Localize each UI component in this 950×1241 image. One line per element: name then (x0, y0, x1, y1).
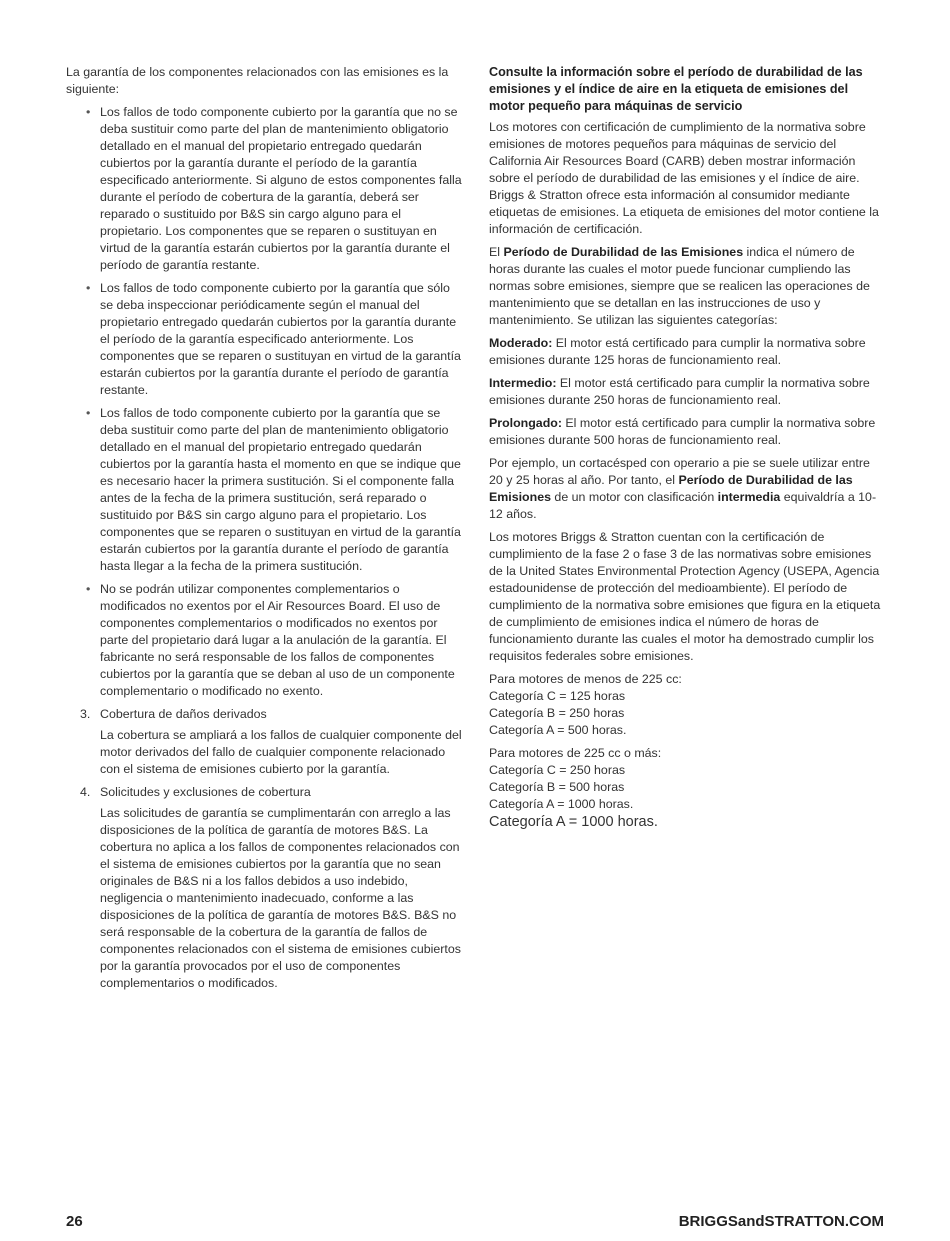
prolongado-label: Prolongado: (489, 416, 562, 430)
durability-term: Período de Durabilidad de las Emisiones (489, 473, 853, 504)
durability-term: Período de Durabilidad de las Emisiones (503, 245, 744, 259)
section-3-number: 3. (80, 707, 91, 721)
under-225cc-list (489, 671, 886, 739)
warranty-bullet-list (66, 104, 462, 700)
right-column (489, 64, 886, 831)
intermedio-label: Intermedio: (489, 376, 557, 390)
section-3-title-text: Cobertura de daños derivados (100, 707, 267, 721)
category-line: Categoría A = 1000 horas. (489, 797, 634, 811)
over-225cc-heading: Para motores de 225 cc o más: (489, 746, 662, 760)
usepa-paragraph: Los motores Briggs & Stratton cuentan con la certificación de cumplimiento de la fase 2 o fase 3 de las normativas sobre emisiones de la United States Environmental Protection Agency (USEPA, Agencia estadounidense de protección del medioambiente). El período de cumplimiento de la normativa sobre emisiones que figura en la etiqueta de cumplimiento de emisiones indica el número de horas de funcionamiento durante las cuales el motor ha demostrado cumplir los requisitos federales sobre emisiones. (489, 530, 881, 663)
intro-paragraph: La garantía de los componentes relacionados con las emisiones es la siguiente: (66, 65, 449, 96)
section-4-number: 4. (80, 785, 91, 799)
category-intermedio: Intermedio: El motor está certificado para cumplir la normativa sobre emisiones durante 250 horas de funcionamiento real. (489, 376, 870, 407)
category-line: Categoría C = 250 horas (489, 763, 626, 777)
category-line: Categoría C = 125 horas (489, 689, 626, 703)
under-225cc-heading: Para motores de menos de 225 cc: (489, 672, 682, 686)
section-3-title (66, 706, 462, 723)
section-4-title-text: Solicitudes y exclusiones de cobertura (100, 785, 311, 799)
category-line: Categoría B = 250 horas (489, 706, 625, 720)
bullet-item: • No se podrán utilizar componentes complementarios o modificados no exentos por el Air Resources Board. El uso de componentes complementarios o modificados no exentos por parte del propietario dará lugar a la anulación de la garantía. El fabricante no será responsable de los fallos de componentes cubiertos por la garantía que se deban al uso de un componente complementario o modificado no exento. (66, 581, 462, 700)
category-line: Categoría A = 500 horas. (489, 723, 627, 737)
bullet-item: • Los fallos de todo componente cubierto por la garantía que se deba sustituir como parte del plan de mantenimiento obligatorio detallado en el manual del propietario entregado quedarán cubiertos por la garantía hasta el momento en que se indique que es necesario hacer la primera sustitución. Si el componente falla antes de la fecha de la primera sustitución, será reparado o sustituido por B&S sin cargo alguno para el propietario. Los componentes que se reparen o sustituyan en virtud de la garantía estarán cubiertos por la garantía durante el período de garantía hasta llegar a la fecha de la primera sustitución. (66, 405, 462, 575)
website-url: BRIGGSandSTRATTON.COM (678, 1213, 884, 1230)
intermedia-term: intermedia (717, 490, 781, 504)
emissions-label-heading: Consulte la información sobre el período de durabilidad de las emisiones y el índice de aire en la etiqueta de emisiones del motor pequeño para máquinas de servicio (489, 65, 863, 113)
bullet-item: • Los fallos de todo componente cubierto por la garantía que sólo se deba inspeccionar periódicamente según el manual del propietario entregado quedarán cubiertos por la garantía durante el período de la garantía especificado anteriormente. Los componentes que se reparen o sustituyan en virtud de la garantía estarán cubiertos por la garantía durante el período de garantía restante. (66, 280, 462, 399)
left-column (66, 64, 462, 998)
section-4-body: Las solicitudes de garantía se cumplimentarán con arreglo a las disposiciones de la política de garantía de motores B&S. La cobertura no aplica a los fallos de componentes relacionados con el sistema de emisiones cubiertos por la garantía que no sean originales de B&S ni a los fallos debidos a uso indebido, negligencia o mantenimiento inadecuado, conforme a las disposiciones de la política de garantía de motores B&S. B&S no será responsable de la cobertura de la garantía de fallos de componentes relacionados con el sistema de emisiones cubiertos por la garantía provocados por el uso de componentes complementarios o modificados. (100, 806, 461, 990)
over-225cc-list (489, 745, 886, 831)
category-prolongado: Prolongado: El motor está certificado para cumplir la normativa sobre emisiones durante 500 horas de funcionamiento real. (489, 416, 876, 447)
section-3-body: La cobertura se ampliará a los fallos de cualquier componente del motor derivados del fallo de cualquier componente relacionado con el sistema de emisiones cubierto por la garantía. (100, 728, 462, 776)
category-line: Categoría B = 500 horas (489, 780, 625, 794)
moderado-label: Moderado: (489, 336, 553, 350)
example-paragraph: Por ejemplo, un cortacésped con operario a pie se suele utilizar entre 20 y 25 horas al año. Por tanto, el Período de Durabilidad de las Emisiones de un motor con clasificación intermedia equivaldría a 10-12 años. (489, 456, 877, 521)
page-number: 26 (66, 1213, 83, 1230)
category-moderado: Moderado: El motor está certificado para cumplir la normativa sobre emisiones durante 125 horas de funcionamiento real. (489, 336, 866, 367)
durability-paragraph: El Período de Durabilidad de las Emisiones indica el número de horas durante las cuales el motor puede funcionar cumpliendo las normas sobre emisiones, siempre que se realicen las operaciones de mantenimiento que se detallan en las instrucciones de uso y mantenimiento. Se utilizan las siguientes categorías: (489, 245, 870, 327)
section-4-title (66, 784, 462, 801)
carb-paragraph: Los motores con certificación de cumplimiento de la normativa sobre emisiones de motores pequeños para máquinas de servicio del California Air Resources Board (CARB) deben mostrar información sobre el período de durabilidad de las emisiones y el índice de aire. Briggs & Stratton ofrece esta información al consumidor mediante etiquetas de emisiones. La etiqueta de emisiones del motor contiene la información de certificación. (489, 120, 879, 236)
category-line: Categoría A = 1000 horas. (489, 814, 658, 830)
bullet-item: • Los fallos de todo componente cubierto por la garantía que no se deba sustituir como parte del plan de mantenimiento obligatorio detallado en el manual del propietario entregado quedarán cubiertos por la garantía durante el período de la garantía especificado anteriormente. Si alguno de estos componentes falla durante el período de cobertura de la garantía, deberá ser reparado o sustituido por B&S sin cargo alguno para el propietario. Los componentes que se reparen o sustituyan en virtud de la garantía estarán cubiertos por la garantía durante el período de garantía restante. (66, 104, 462, 274)
